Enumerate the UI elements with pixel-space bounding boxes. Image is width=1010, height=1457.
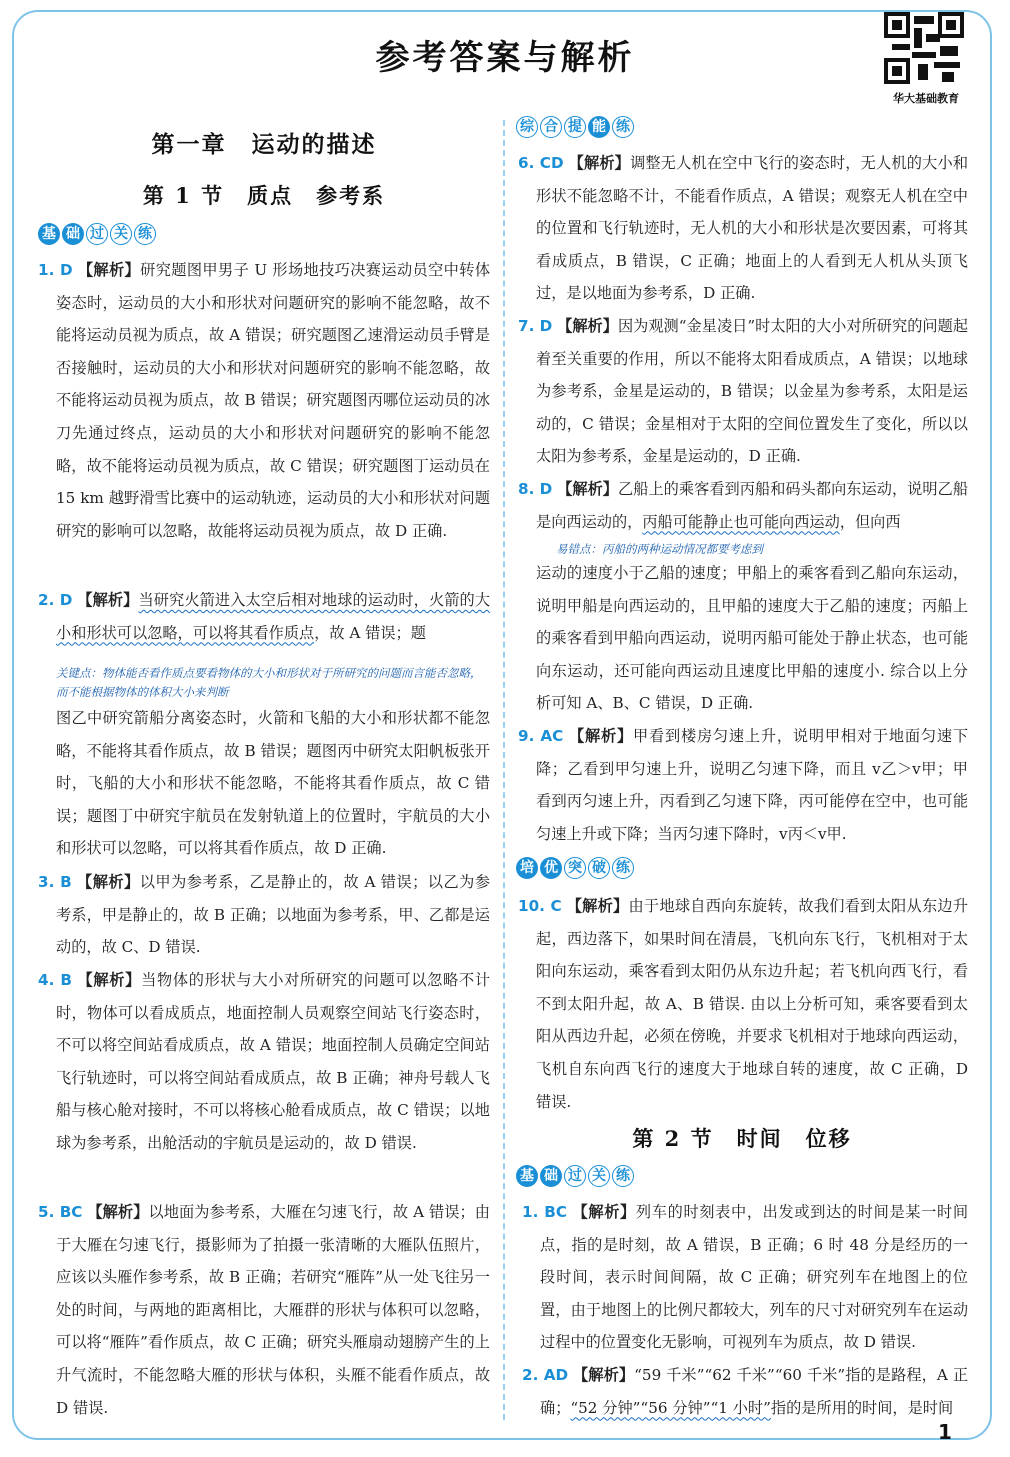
answer-text: “59 千米”“62 千米”“60 千米”指的是路程，A 正确； xyxy=(540,1366,969,1417)
badge-char: 提 xyxy=(564,116,586,138)
highlight-text: 当研究火箭进入太空后相对地球的运动时，火箭的大小和形状可以忽略，可以将其看作质点 xyxy=(56,591,491,642)
analysis-tag: 【解析】 xyxy=(572,1203,636,1221)
answer-text: 指的是所用的时间，是时间 xyxy=(770,1398,954,1417)
chapter-title: 第一章 运动的描述 xyxy=(151,132,377,158)
badge-comprehensive-practice xyxy=(516,116,634,138)
badge-char: 过 xyxy=(86,223,108,245)
answer-text: 乙船上的乘客看到丙船和码头都向东运动，说明乙船是向西运动的， xyxy=(536,480,968,531)
answer-s2-1 xyxy=(522,1196,969,1359)
answer-7 xyxy=(518,310,969,473)
answer-text: 因为观测“金星凌日”时太阳的大小对所研究的问题起着至关重要的作用，所以不能将太阳看成质点，A 错误；以地球为参考系，金星是运动的，B 错误；以金星为参考系，太阳是运动的，C 错误；金星相对于太阳的空间位置发生了变化，所以以太阳为参考系，金星是运动的，D 正确. xyxy=(536,317,969,466)
answer-number: 5. BC xyxy=(38,1203,83,1221)
answer-number: 8. D xyxy=(518,480,553,498)
section-title-1: 第 1 节 质点 参考系 xyxy=(142,183,386,208)
answer-6 xyxy=(518,147,969,310)
badge-char: 关 xyxy=(110,223,132,245)
section-title-2: 第 2 节 时间 位移 xyxy=(632,1126,852,1151)
answer-number: 1. D xyxy=(38,261,73,279)
badge-char: 培 xyxy=(516,857,538,879)
badge-char: 合 xyxy=(540,116,562,138)
answer-8 xyxy=(518,473,968,538)
analysis-tag: 【解析】 xyxy=(77,591,139,609)
badge-char: 础 xyxy=(540,1165,562,1187)
answer-text: 甲看到楼房匀速上升，说明甲相对于地面匀速下降；乙看到甲匀速上升，说明乙匀速下降，而且 v乙＞v甲；甲看到丙匀速上升，丙看到乙匀速下降，丙可能停在空中，也可能匀速上升或下降；当丙匀速下降时，v丙＜v甲. xyxy=(536,727,969,843)
analysis-tag: 【解析】 xyxy=(566,897,629,915)
badge-char: 练 xyxy=(612,1165,634,1187)
column-divider xyxy=(503,120,505,1420)
highlight-text: 丙船可能静止也可能向西运动 xyxy=(642,512,840,531)
badge-char: 础 xyxy=(62,223,84,245)
badge-char: 过 xyxy=(564,1165,586,1187)
answer-3 xyxy=(38,866,491,964)
badge-char: 关 xyxy=(588,1165,610,1187)
badge-char: 基 xyxy=(38,223,60,245)
analysis-tag: 【解析】 xyxy=(87,1203,149,1221)
badge-advanced-practice xyxy=(516,857,634,879)
answer-number: 2. AD xyxy=(522,1366,569,1384)
answer-text: 由于地球自西向东旋转，故我们看到太阳从东边升起，西边落下，如果时间在清晨，飞机向东飞行，飞机相对于太阳向东运动，乘客看到太阳仍从东边升起；若飞机向西飞行，看不到太阳升起，故 A、B 错误. 由以上分析可知，乘客要看到太阳从西边升起，必须在傍晚，并要求飞机相对于地球向西运动，飞机自东向西飞行的速度大于地球自转的速度，故 C 正确，D 错误. xyxy=(536,897,969,1111)
badge-char: 练 xyxy=(612,116,634,138)
badge-char: 练 xyxy=(134,223,156,245)
badge-char: 能 xyxy=(588,116,610,138)
answer-5 xyxy=(38,1196,490,1424)
badge-char: 破 xyxy=(588,857,610,879)
answer-number: 7. D xyxy=(518,317,553,335)
badge-char: 突 xyxy=(564,857,586,879)
answer-number: 6. CD xyxy=(518,154,564,172)
answer-text: 调整无人机在空中飞行的姿态时，无人机的大小和形状不能忽略不计，不能看作质点，A 错误；观察无人机在空中的位置和飞行轨迹时，无人机的大小和形状是次要因素，可将其看成质点，B 错误，C 正确；地面上的人看到无人机从头顶飞过，是以地面为参考系，D 正确. xyxy=(536,154,969,303)
badge-char: 基 xyxy=(516,1165,538,1187)
analysis-tag: 【解析】 xyxy=(77,873,140,891)
badge-char: 综 xyxy=(516,116,538,138)
answer-text: ，但向西 xyxy=(839,512,901,531)
answer-s2-2 xyxy=(522,1359,969,1424)
answer-number: 10. C xyxy=(518,897,562,915)
answer-number: 2. D xyxy=(38,591,73,609)
analysis-tag: 【解析】 xyxy=(557,317,618,335)
answer-text: 研究题图甲男子 U 形场地技巧决赛运动员空中转体姿态时，运动员的大小和形状对问题研究的影响不能忽略，故不能将运动员视为质点，故 A 错误；研究题图乙速滑运动员手臂是否接触时，运动员的大小和形状对问题研究的影响不能忽略，故不能将运动员视为质点，故 B 错误；研究题图丙哪位运动员的冰刀先通过终点，运动员的大小和形状对问题研究的影响不能忽略，故不能将运动员视为质点，故 C 错误；研究题图丁运动员在 15 km 越野滑雪比赛中的运动轨迹，运动员的大小和形状对问题研究的影响可以忽略，故能将运动员视为质点，故 D 正确. xyxy=(56,261,491,540)
badge-char: 练 xyxy=(612,857,634,879)
badge-basic-practice xyxy=(38,223,156,245)
answer-text: 当物体的形状与大小对所研究的问题可以忽略不计时，物体可以看成质点，地面控制人员观察空间站飞行姿态时，不可以将空间站看成质点，故 A 错误；地面控制人员确定空间站飞行轨迹时，可以将空间站看成质点，故 B 正确；神舟号载人飞船与核心舱对接时，不可以将核心舱看成质点，故 C 错误；以地球为参考系，出舱活动的宇航员是运动的，故 D 错误. xyxy=(56,971,491,1152)
analysis-tag: 【解析】 xyxy=(557,480,618,498)
answer-text: 以甲为参考系，乙是静止的，故 A 错误；以乙为参考系，甲是静止的，故 B 正确；以地面为参考系，甲、乙都是运动的，故 C、D 错误. xyxy=(56,873,491,957)
answer-2-continued: 图乙中研究箭船分离姿态时，火箭和飞船的大小和形状都不能忽略，不能将其看作质点，故 B 错误；题图丙中研究太阳帆板张开时，飞船的大小和形状不能忽略，不能将其看作质点，故 C 错误；题图丁中研究宇航员在发射轨道上的位置时，宇航员的大小和形状可以忽略，可以将其看作质点，故 D 正确. xyxy=(56,709,490,858)
answer-9 xyxy=(518,720,969,850)
badge-char: 优 xyxy=(540,857,562,879)
answer-4 xyxy=(38,964,491,1160)
answer-1 xyxy=(38,254,491,547)
page-number: 1 xyxy=(938,1420,952,1444)
analysis-tag: 【解析】 xyxy=(77,971,142,989)
error-prone-note: 易错点：丙船的两种运动情况都要考虑到 xyxy=(556,542,763,556)
analysis-tag: 【解析】 xyxy=(573,1366,635,1384)
analysis-tag: 【解析】 xyxy=(77,261,141,279)
badge-basic-practice-2 xyxy=(516,1165,634,1187)
highlight-text: “52 分钟”“56 分钟”“1 小时” xyxy=(570,1398,771,1417)
answer-text: 以地面为参考系，大雁在匀速飞行，故 A 错误；由于大雁在匀速飞行，摄影师为了拍摄一张清晰的大雁队伍照片，应该以头雁作参考系，故 B 正确；若研究“雁阵”从一处飞往另一处的时间，与两地的距离相比，大雁群的形状与体积可以忽略，可以将“雁阵”看作质点，故 C 正确；研究头雁扇动翅膀产生的上升气流时，不能忽略大雁的形状与体积，头雁不能看作质点，故 D 错误. xyxy=(56,1203,490,1417)
answer-text: 列车的时刻表中，出发或到达的时间是某一时间点，指的是时刻，故 A 错误，B 正确；6 时 48 分是经历的一段时间，表示时间间隔，故 C 正确；研究列车在地图上的位置，由于地图上的比例尺都较大，列车的尺寸对研究列车在运动过程中的位置变化无影响，可视列车为质点，故 D 错误. xyxy=(540,1203,969,1352)
answer-number: 1. BC xyxy=(522,1203,568,1221)
answer-text: ，故 A 错误；题 xyxy=(314,623,426,642)
answer-number: 9. AC xyxy=(518,727,564,745)
answer-2 xyxy=(38,584,491,649)
analysis-tag: 【解析】 xyxy=(568,154,631,172)
answer-number: 3. B xyxy=(38,873,72,891)
answer-10 xyxy=(518,890,969,1118)
answer-8-continued: 运动的速度小于乙船的速度；甲船上的乘客看到乙船向东运动，说明甲船是向西运动的，且甲船的速度大于乙船的速度；丙船上的乘客看到甲船向西运动，说明丙船可能处于静止状态，也可能向东运动，还可能向西运动且速度比甲船的速度小. 综合以上分析可知 A、B、C 错误，D 正确. xyxy=(536,564,968,713)
publisher-label: 华大基础教育 xyxy=(893,92,959,105)
page-title: 参考答案与解析 xyxy=(375,38,635,78)
answer-number: 4. B xyxy=(38,971,72,989)
analysis-tag: 【解析】 xyxy=(568,727,633,745)
key-point-note: 关键点：物体能否看作质点要看物体的大小和形状对于所研究的问题而言能否忽略，而不能根据物体的体积大小来判断 xyxy=(56,666,482,699)
